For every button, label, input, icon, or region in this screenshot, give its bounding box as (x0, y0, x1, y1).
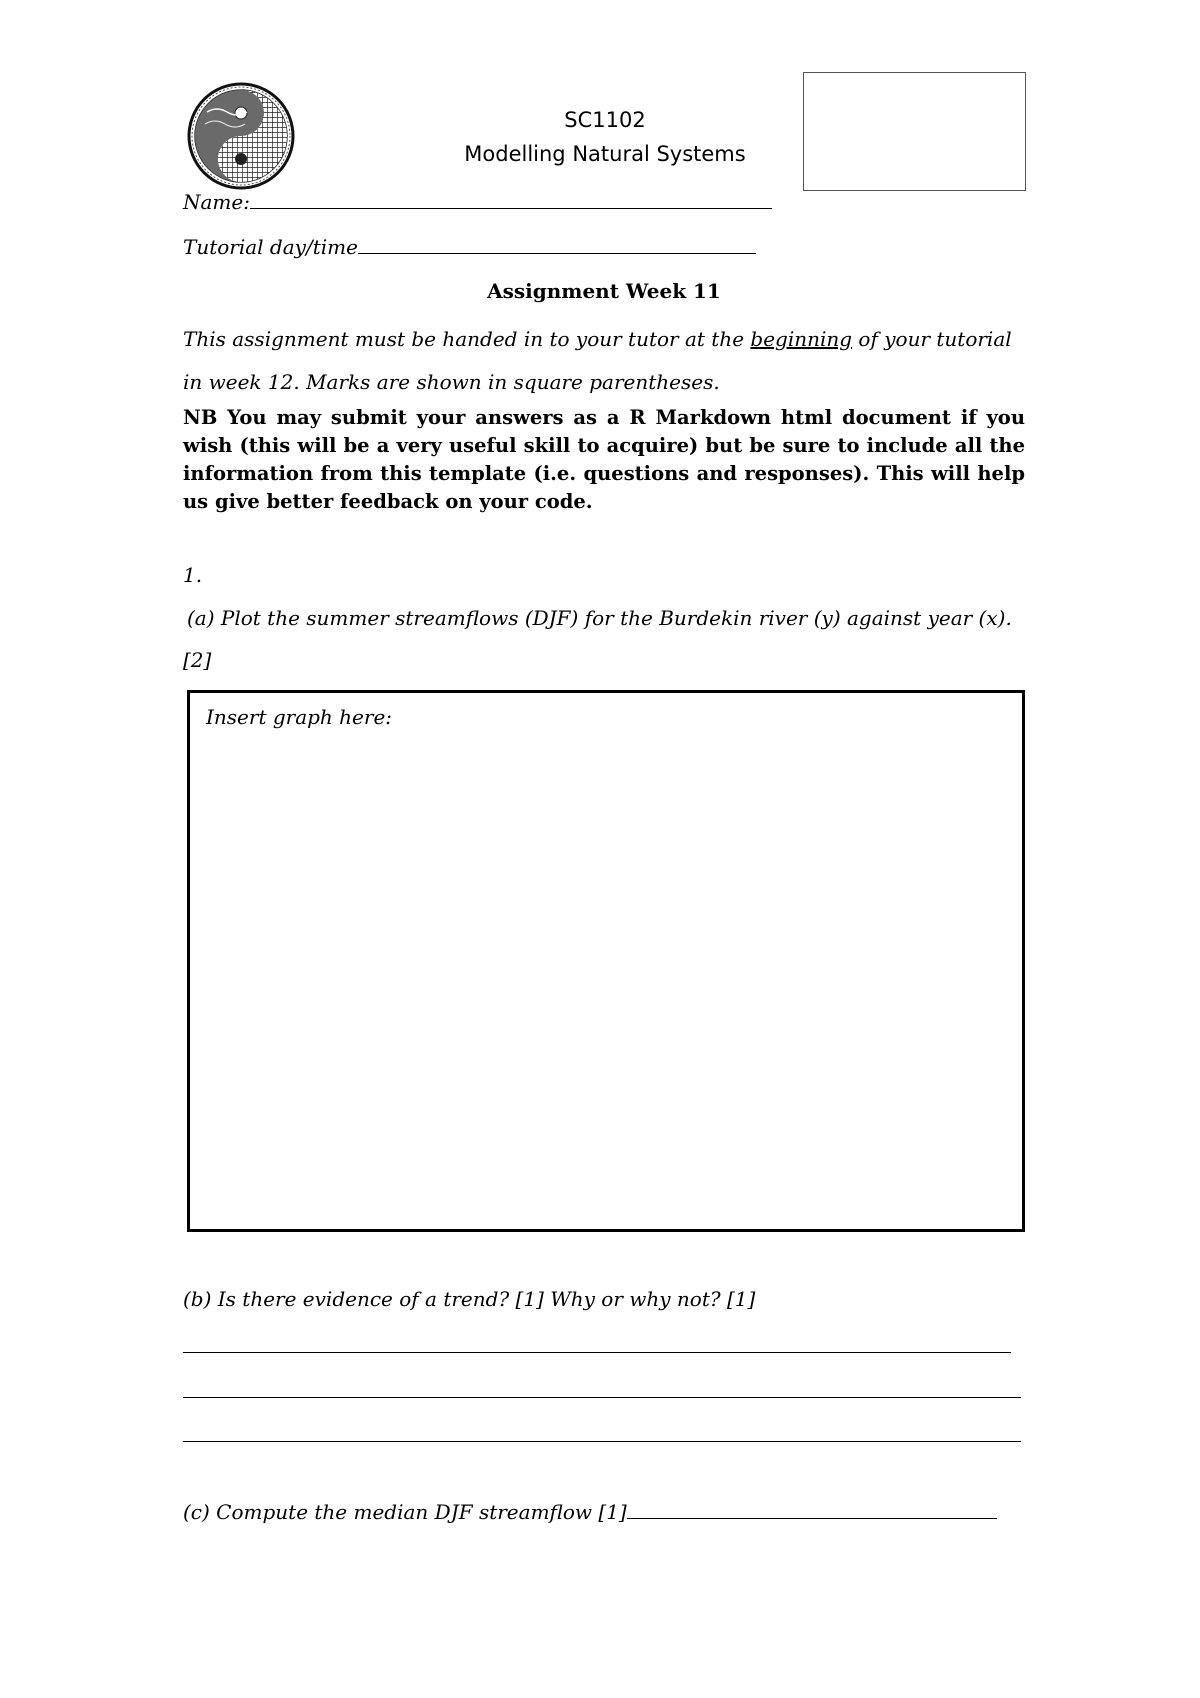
instructions-emphasis: beginning (750, 327, 853, 351)
assignment-title: Assignment Week 11 (487, 279, 721, 303)
course-code: SC1102 (564, 108, 646, 132)
answer-line-3[interactable] (183, 1441, 1021, 1442)
name-field[interactable] (183, 190, 772, 214)
graph-answer-box[interactable] (187, 690, 1025, 1232)
graph-placeholder: Insert graph here: (206, 705, 393, 729)
course-title: Modelling Natural Systems (464, 142, 746, 166)
question-b: (b) Is there evidence of a trend? [1] Why or why not? [1] (183, 1287, 756, 1311)
name-blank[interactable] (250, 207, 772, 209)
question-number: 1. (183, 563, 203, 587)
answer-line-1[interactable] (183, 1352, 1011, 1353)
tutorial-field[interactable] (183, 235, 756, 259)
question-a: (a) Plot the summer streamflows (DJF) for the Burdekin river (y) against year (x). (187, 606, 1012, 630)
instructions-text-2: of your tutorial in week 12. Marks are shown in square parentheses. (183, 327, 1012, 394)
instructions (183, 318, 1025, 404)
grade-box (803, 72, 1026, 191)
answer-line-2[interactable] (183, 1397, 1021, 1398)
tutorial-label: Tutorial day/time (183, 235, 358, 259)
instructions-text-1: This assignment must be handed in to your tutor at the (183, 327, 751, 351)
question-c[interactable] (183, 1500, 997, 1524)
university-seal-logo (187, 82, 295, 190)
median-answer-blank[interactable] (627, 1517, 997, 1519)
nb-note: NB You may submit your answers as a R Markdown html document if you wish (this will be a very useful skill to acquire) but be sure to include all the information from this template (i.e. questions and responses). This will help us give better feedback on your code. (183, 406, 1025, 513)
tutorial-blank[interactable] (358, 252, 756, 254)
name-label: Name: (183, 190, 250, 214)
question-c-text: (c) Compute the median DJF streamflow [1] (183, 1500, 627, 1524)
question-a-marks: [2] (183, 648, 212, 672)
